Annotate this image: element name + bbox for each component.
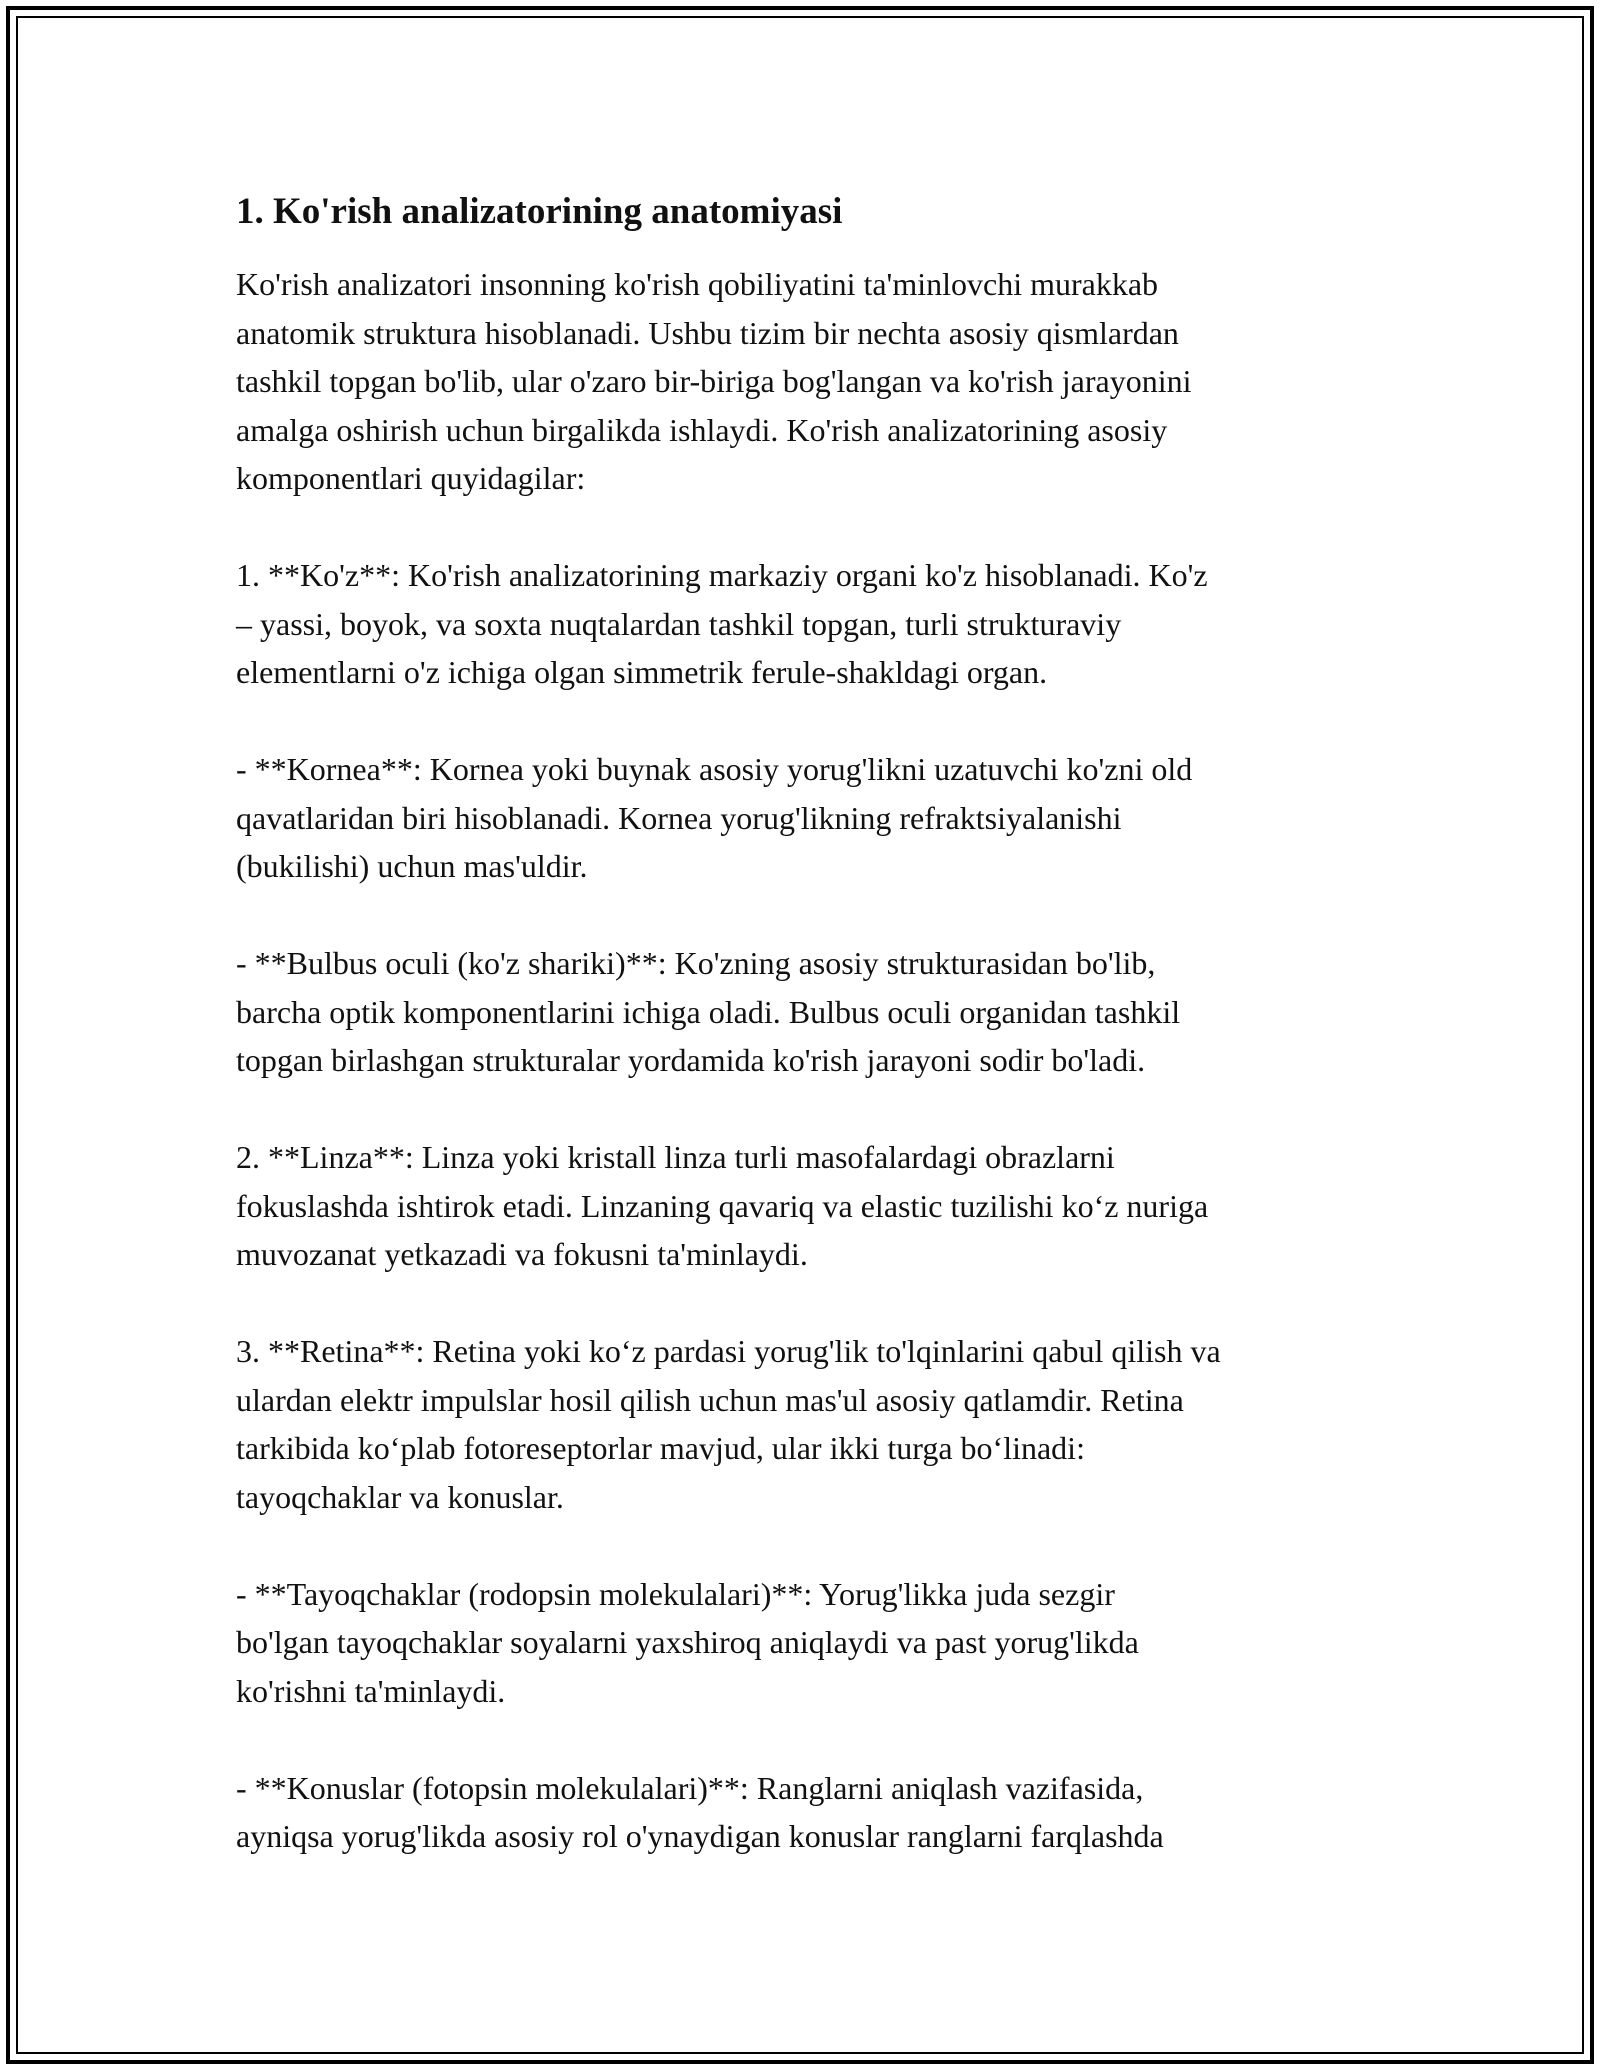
paragraph-kornea: - **Kornea**: Kornea yoki buynak asosiy yorug'likni uzatuvchi ko'zni old qavatlaridan biri hisoblanadi. Kornea yorug'likning refraktsiyalanishi (bukilishi) uchun mas'uldir.: [236, 751, 1193, 884]
paragraph-tayoqchaklar: - **Tayoqchaklar (rodopsin molekulalari)**: Yorug'likka juda sezgir bo'lgan tayoqchaklar soyalarni yaxshiroq aniqlaydi va past yorug'likda ko'rishni ta'minlaydi.: [236, 1575, 1139, 1709]
document-body: [236, 188, 1376, 1861]
page-title: 1. Ko'rish analizatorining anatomiyasi: [236, 191, 843, 232]
paragraph-konuslar: - **Konuslar (fotopsin molekulalari)**: Ranglarni aniqlash vazifasida, ayniqsa yorug'likda asosiy rol o'ynaydigan konuslar ranglarni farqlashda: [236, 1769, 1164, 1854]
paragraph-koz: 1. **Ko'z**: Ko'rish analizatorining markaziy organi ko'z hisoblanadi. Ko'z – yassi, boyok, va soxta nuqtalardan tashkil topgan, turli strukturaviy elementlarni o'z ichiga olgan simmetrik ferule-shakldagi organ.: [236, 557, 1208, 690]
paragraph-retina: 3. **Retina**: Retina yoki ko‘z pardasi yorug'lik to'lqinlarini qabul qilish va ulardan elektr impulslar hosil qilish uchun mas'ul asosiy qatlamdir. Retina tarkibida ko‘plab fotoreseptorlar mavjud, ular ikki turga bo‘linadi: tayoqchaklar va konuslar.: [236, 1333, 1221, 1515]
paragraph-intro: Ko'rish analizatori insonning ko'rish qobiliyatini ta'minlovchi murakkab anatomik struktura hisoblanadi. Ushbu tizim bir nechta asosiy qismlardan tashkil topgan bo'lib, ular o'zaro bir-biriga bog'langan va ko'rish jarayonini amalga oshirish uchun birgalikda ishlaydi. Ko'rish analizatorining asosiy komponentlari quyidagilar:: [236, 266, 1192, 496]
paragraph-linza: 2. **Linza**: Linza yoki kristall linza turli masofalardagi obrazlarni fokuslashda ishtirok etadi. Linzaning qavariq va elastic tuzilishi ko‘z nuriga muvozanat yetkazadi va fokusni ta'minlaydi.: [236, 1139, 1209, 1272]
paragraph-bulbus-oculi: - **Bulbus oculi (ko'z shariki)**: Ko'zning asosiy strukturasidan bo'lib, barcha optik komponentlarini ichiga oladi. Bulbus oculi organidan tashkil topgan birlashgan strukturalar yordamida ko'rish jarayoni sodir bo'ladi.: [236, 945, 1181, 1078]
